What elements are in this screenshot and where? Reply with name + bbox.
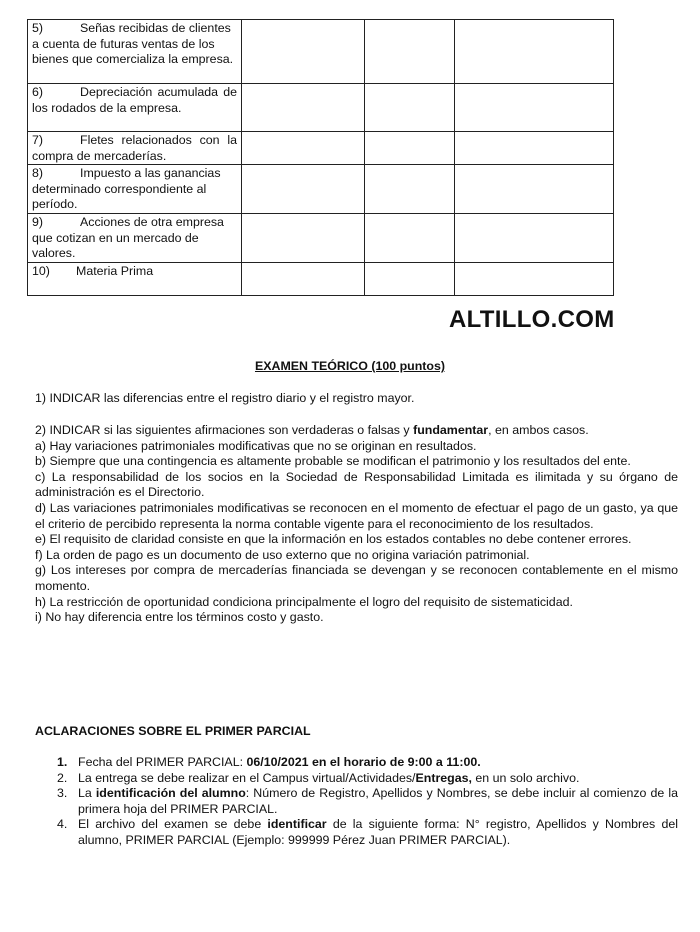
table-row: [28, 213, 614, 262]
aclaraciones-title: ACLARACIONES SOBRE EL PRIMER PARCIAL: [35, 724, 311, 738]
item-text-end: de la siguiente forma: N° registro, Apellidos y Nombres del alumno, PRIMER PARCIAL (Ejemplo: 999999 Pérez Juan PRIMER PARCIAL).: [78, 817, 678, 847]
item-number: 7): [32, 133, 44, 147]
statement-h: h) La restricción de oportunidad condiciona principalmente el logro del requisito de sistematicidad.: [35, 594, 573, 609]
empty-cell: [242, 132, 365, 165]
item-number: 4.: [57, 817, 68, 832]
empty-cell: [455, 262, 614, 295]
statement-b: b) Siempre que una contingencia es altamente probable se modifican el patrimonio y los resultados del ente.: [35, 454, 631, 469]
empty-cell: [455, 165, 614, 214]
item-text-bold: identificación del alumno: [95, 786, 246, 801]
item-text-bold: 06/10/2021 en el horario de 9:00 a 11:00.: [246, 755, 481, 769]
table-row: [28, 20, 614, 84]
exam-title: EXAMEN TEÓRICO (100 puntos): [254, 359, 445, 373]
item-cell: [28, 20, 242, 84]
item-text-start: La entrega se debe realizar en el Campus virtual/Actividades/: [78, 770, 416, 785]
empty-cell: [242, 213, 365, 262]
item-cell: [28, 213, 242, 262]
watermark-text: ALTILLO.COM: [449, 306, 615, 333]
q2-intro-end: , en ambos casos.: [488, 423, 589, 437]
empty-cell: [365, 132, 455, 165]
item-number: 9): [32, 214, 44, 229]
list-item: [57, 786, 678, 817]
empty-cell: [455, 20, 614, 84]
empty-cell: [365, 84, 455, 132]
statement-i: i) No hay diferencia entre los términos costo y gasto.: [35, 610, 324, 625]
empty-cell: [455, 213, 614, 262]
list-item: [57, 755, 678, 771]
empty-cell: [242, 84, 365, 132]
item-number: 5): [32, 21, 44, 35]
empty-cell: [365, 165, 455, 214]
q2-intro-start: 2) INDICAR si las siguientes afirmaciones son verdaderas o falsas y: [35, 423, 414, 437]
statement-a: a) Hay variaciones patrimoniales modificativas que no se originan en resultados.: [35, 438, 477, 453]
item-text-bold: identificar: [267, 817, 327, 832]
table-row: [28, 262, 614, 295]
item-label: Fletes relacionados con la compra de mercaderías.: [32, 133, 237, 163]
list-item: [57, 817, 678, 848]
item-number: 10): [32, 263, 50, 278]
item-number: 8): [32, 166, 44, 181]
empty-cell: [365, 20, 455, 84]
empty-cell: [365, 262, 455, 295]
item-number: 2.: [57, 770, 68, 785]
statement-c: c) La responsabilidad de los socios en la Sociedad de Responsabilidad Limitada es ilimitada y su órgano de administración es el Directorio.: [35, 469, 678, 500]
empty-cell: [242, 20, 365, 84]
item-number: 3.: [57, 786, 68, 801]
item-cell: [28, 262, 242, 295]
item-text-end: en un solo archivo.: [471, 770, 580, 785]
table-row: [28, 132, 614, 165]
classification-table: [27, 19, 614, 296]
question-2: [35, 423, 678, 626]
item-text-start: La: [78, 786, 96, 801]
item-text-bold: Entregas,: [415, 770, 472, 785]
q2-intro-bold: fundamentar: [413, 423, 489, 437]
empty-cell: [455, 84, 614, 132]
item-label: Acciones de otra empresa que cotizan en un mercado de valores.: [32, 214, 224, 261]
item-label: Depreciación acumulada de los rodados de la empresa.: [32, 85, 237, 115]
item-cell: [28, 84, 242, 132]
empty-cell: [242, 165, 365, 214]
item-label: Señas recibidas de clientes a cuenta de futuras ventas de los bienes que comercializa la empresa.: [32, 21, 234, 67]
question-2-intro: [35, 423, 678, 439]
item-text-end: : Número de Registro, Apellidos y Nombres, se debe incluir al comienzo de la primera hoja del PRIMER PARCIAL.: [78, 786, 678, 816]
table-row: [28, 165, 614, 214]
question-1: [35, 391, 678, 407]
statement-g: g) Los intereses por compra de mercaderías financiada se devengan y se reconocen contablemente en el mismo momento.: [35, 563, 678, 593]
item-number: 1.: [57, 755, 68, 769]
aclaraciones-list: [57, 755, 678, 849]
item-label: Impuesto a las ganancias determinado correspondiente al período.: [32, 166, 221, 212]
question-1-text: 1) INDICAR las diferencias entre el registro diario y el registro mayor.: [35, 391, 415, 405]
item-cell: [28, 132, 242, 165]
statement-f: f) La orden de pago es un documento de uso externo que no origina variación patrimonial.: [35, 547, 530, 562]
empty-cell: [455, 132, 614, 165]
item-text-start: Fecha del PRIMER PARCIAL:: [78, 755, 247, 769]
empty-cell: [365, 213, 455, 262]
table-row: [28, 84, 614, 132]
statement-e: e) El requisito de claridad consiste en que la información en los estados contables no debe contener errores.: [35, 532, 632, 547]
list-item: [57, 771, 678, 787]
item-number: 6): [32, 85, 44, 99]
empty-cell: [242, 262, 365, 295]
item-text-start: El archivo del examen se debe: [78, 817, 268, 832]
item-cell: [28, 165, 242, 214]
statement-d: d) Las variaciones patrimoniales modificativas se reconocen en el momento de efectuar el pago de un gasto, ya que el criterio de percibido representa la norma contable vigente para el reconocimiento de los resultados.: [35, 500, 678, 531]
item-label: Materia Prima: [76, 263, 154, 278]
